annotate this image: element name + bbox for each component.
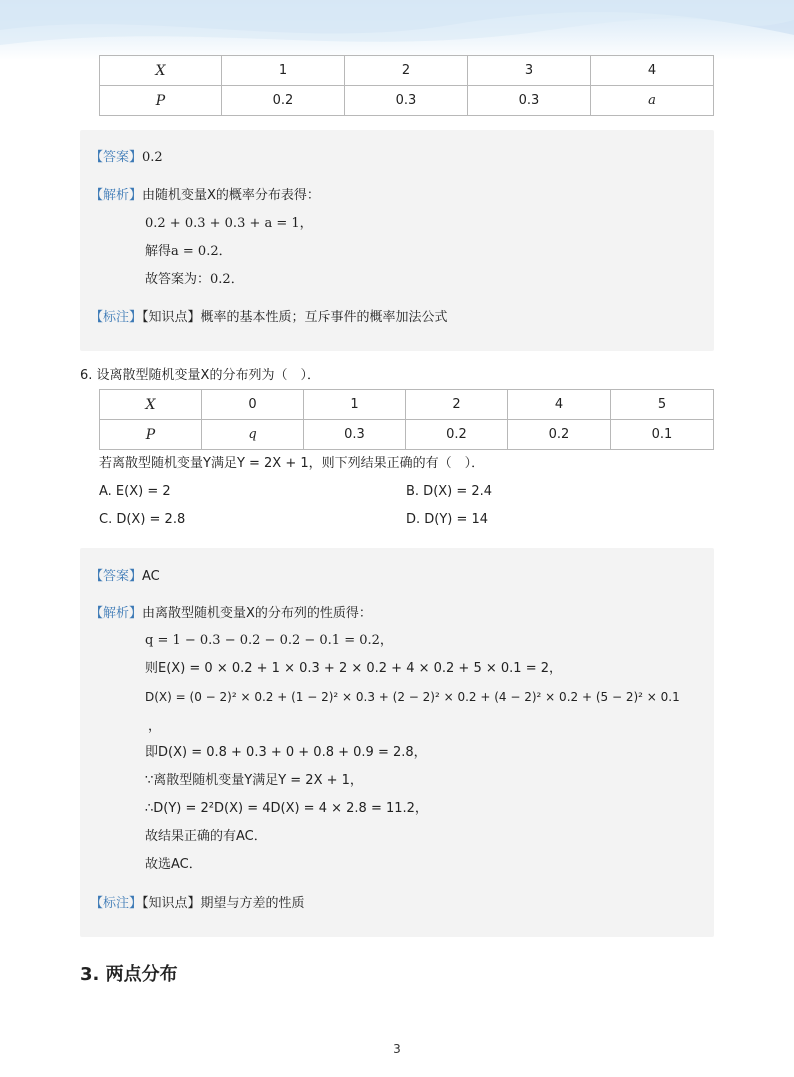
note-line [90, 309, 448, 327]
question-6-condition: 若离散型随机变量Y满足Y = 2X + 1，则下列结果正确的有（ ）． [99, 456, 485, 471]
table-row [100, 420, 714, 450]
table-cell: 0.3 [345, 86, 468, 116]
step-prefix: 故答案为： [145, 272, 211, 287]
table-row [100, 56, 714, 86]
step-suffix: ． [218, 244, 232, 259]
answer-value: AC [142, 569, 160, 584]
analysis-step-3 [145, 271, 244, 289]
analysis-step-4: 即D(X) = 0.8 + 0.3 + 0 + 0.8 + 0.9 = 2.8， [145, 745, 427, 760]
option-b[interactable]: B. D(X) = 2.4 [406, 484, 493, 499]
distribution-table-1 [99, 55, 714, 116]
analysis-step-5: ∵离散型随机变量Y满足Y = 2X + 1， [145, 773, 363, 788]
analysis-step-2: 则E(X) = 0 × 0.2 + 1 × 0.3 + 2 × 0.2 + 4 × 0.2 + 5 × 0.1 = 2， [145, 661, 562, 676]
answer-tag: 【答案】 [90, 569, 143, 584]
analysis-step-6: ∴D(Y) = 2²D(X) = 4D(X) = 4 × 2.8 = 11.2， [145, 801, 428, 816]
analysis-step-1: 0.2 + 0.3 + 0.3 + a = 1， [145, 216, 313, 231]
analysis-tag: 【解析】 [90, 188, 143, 203]
note-tag: 【标注】 [90, 896, 143, 911]
answer-box-6 [80, 548, 714, 937]
page-number: 3 [393, 1042, 401, 1056]
analysis-step-8: 故选AC． [145, 857, 202, 872]
table-cell: a [591, 86, 714, 116]
table-cell: P [100, 86, 222, 116]
table-cell: 0.2 [508, 420, 611, 450]
table-cell: 0.3 [304, 420, 406, 450]
header-wave-decoration [0, 0, 794, 60]
table-cell: 0.2 [222, 86, 345, 116]
table-row [100, 390, 714, 420]
table-row [100, 86, 714, 116]
table-cell: 0.1 [611, 420, 714, 450]
table-cell: 1 [304, 390, 406, 420]
analysis-tag: 【解析】 [90, 606, 143, 621]
answer-line [90, 568, 160, 586]
table-cell: 2 [406, 390, 508, 420]
table-cell: 5 [611, 390, 714, 420]
table-cell: X [100, 390, 202, 420]
answer-line [90, 149, 163, 167]
analysis-step-3-tail: ， [148, 719, 162, 734]
note-text: 【知识点】期望与方差的性质 [142, 896, 305, 911]
table-cell: 4 [508, 390, 611, 420]
analysis-intro: 由随机变量X的概率分布表得： [142, 188, 320, 203]
analysis-step-7: 故结果正确的有AC． [145, 829, 267, 844]
option-d[interactable]: D. D(Y) = 14 [406, 512, 489, 527]
step-math: 0.2 [210, 272, 231, 287]
option-a[interactable]: A. E(X) = 2 [99, 484, 171, 499]
section-title: 3. 两点分布 [80, 964, 178, 985]
table-cell: 4 [591, 56, 714, 86]
option-c[interactable]: C. D(X) = 2.8 [99, 512, 186, 527]
step-math: a = 0.2 [171, 244, 219, 259]
analysis-step-3: D(X) = (0 − 2)² × 0.2 + (1 − 2)² × 0.3 + (2 − 2)² × 0.2 + (4 − 2)² × 0.2 + (5 − 2)² × 0.1 [145, 690, 680, 704]
table-cell: 1 [222, 56, 345, 86]
table-cell: q [202, 420, 304, 450]
answer-value: 0.2 [142, 150, 163, 165]
table-cell: 0.2 [406, 420, 508, 450]
step-prefix: 解得 [145, 244, 172, 259]
answer-tag: 【答案】 [90, 150, 143, 165]
question-6-stem: 6. 设离散型随机变量X的分布列为（ ）． [80, 368, 320, 383]
table-cell: X [100, 56, 222, 86]
header-background [0, 0, 794, 60]
note-line [90, 895, 305, 913]
distribution-table-2 [99, 389, 714, 450]
table-cell: 3 [468, 56, 591, 86]
analysis-line [90, 605, 372, 623]
analysis-intro: 由离散型随机变量X的分布列的性质得： [142, 606, 372, 621]
note-text: 【知识点】概率的基本性质；互斥事件的概率加法公式 [142, 310, 448, 325]
table-cell: P [100, 420, 202, 450]
step-suffix: ． [230, 272, 244, 287]
table-cell: 0.3 [468, 86, 591, 116]
note-tag: 【标注】 [90, 310, 143, 325]
analysis-step-1: q = 1 − 0.3 − 0.2 − 0.2 − 0.1 = 0.2， [145, 633, 393, 648]
table-cell: 2 [345, 56, 468, 86]
analysis-line [90, 187, 320, 205]
table-cell: 0 [202, 390, 304, 420]
answer-box-5 [80, 130, 714, 351]
analysis-step-2 [145, 243, 232, 261]
